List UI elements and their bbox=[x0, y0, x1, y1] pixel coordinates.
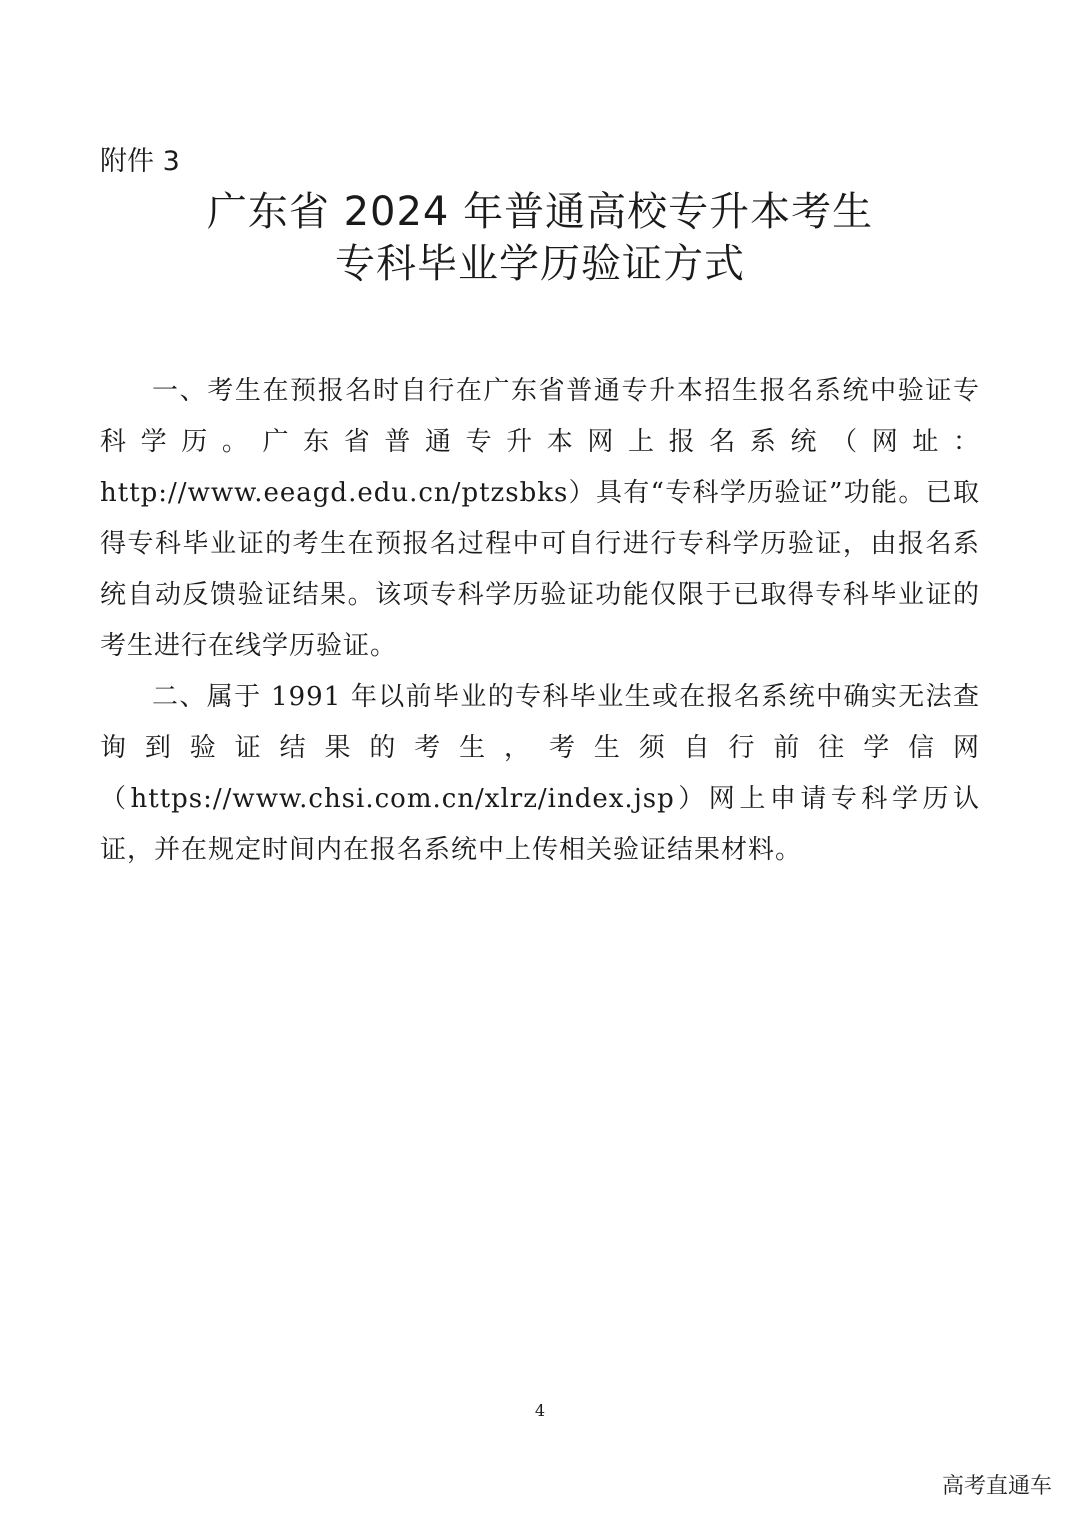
document-title-line2: 专科毕业学历验证方式 bbox=[335, 241, 745, 287]
watermark: 高考直通车 bbox=[941, 1474, 1052, 1499]
attachment-label: 附件 3 bbox=[100, 146, 180, 177]
paragraph-2: 二、属于 1991 年以前毕业的专科毕业生或在报名系统中确实无法查询到验证结果的考生，考生须自行前往学信网（https://www.chsi.com.cn/xlrz/index.jsp）网上申请专科学历认证，并在规定时间内在报名系统中上传相关验证结果材料。 bbox=[100, 682, 980, 865]
paragraph-1: 一、考生在预报名时自行在广东省普通专升本招生报名系统中验证专科学历。广东省普通专升本网上报名系统（网址：http://www.eeagd.edu.cn/ptzsbks）具有“专科学历验证”功能。已取得专科毕业证的考生在预报名过程中可自行进行专科学历验证，由报名系统自动反馈验证结果。该项专科学历验证功能仅限于已取得专科毕业证的考生进行在线学历验证。 bbox=[100, 376, 980, 661]
page-number: 4 bbox=[534, 1401, 546, 1420]
document-title-line1: 广东省 2024 年普通高校专升本考生 bbox=[206, 189, 874, 235]
